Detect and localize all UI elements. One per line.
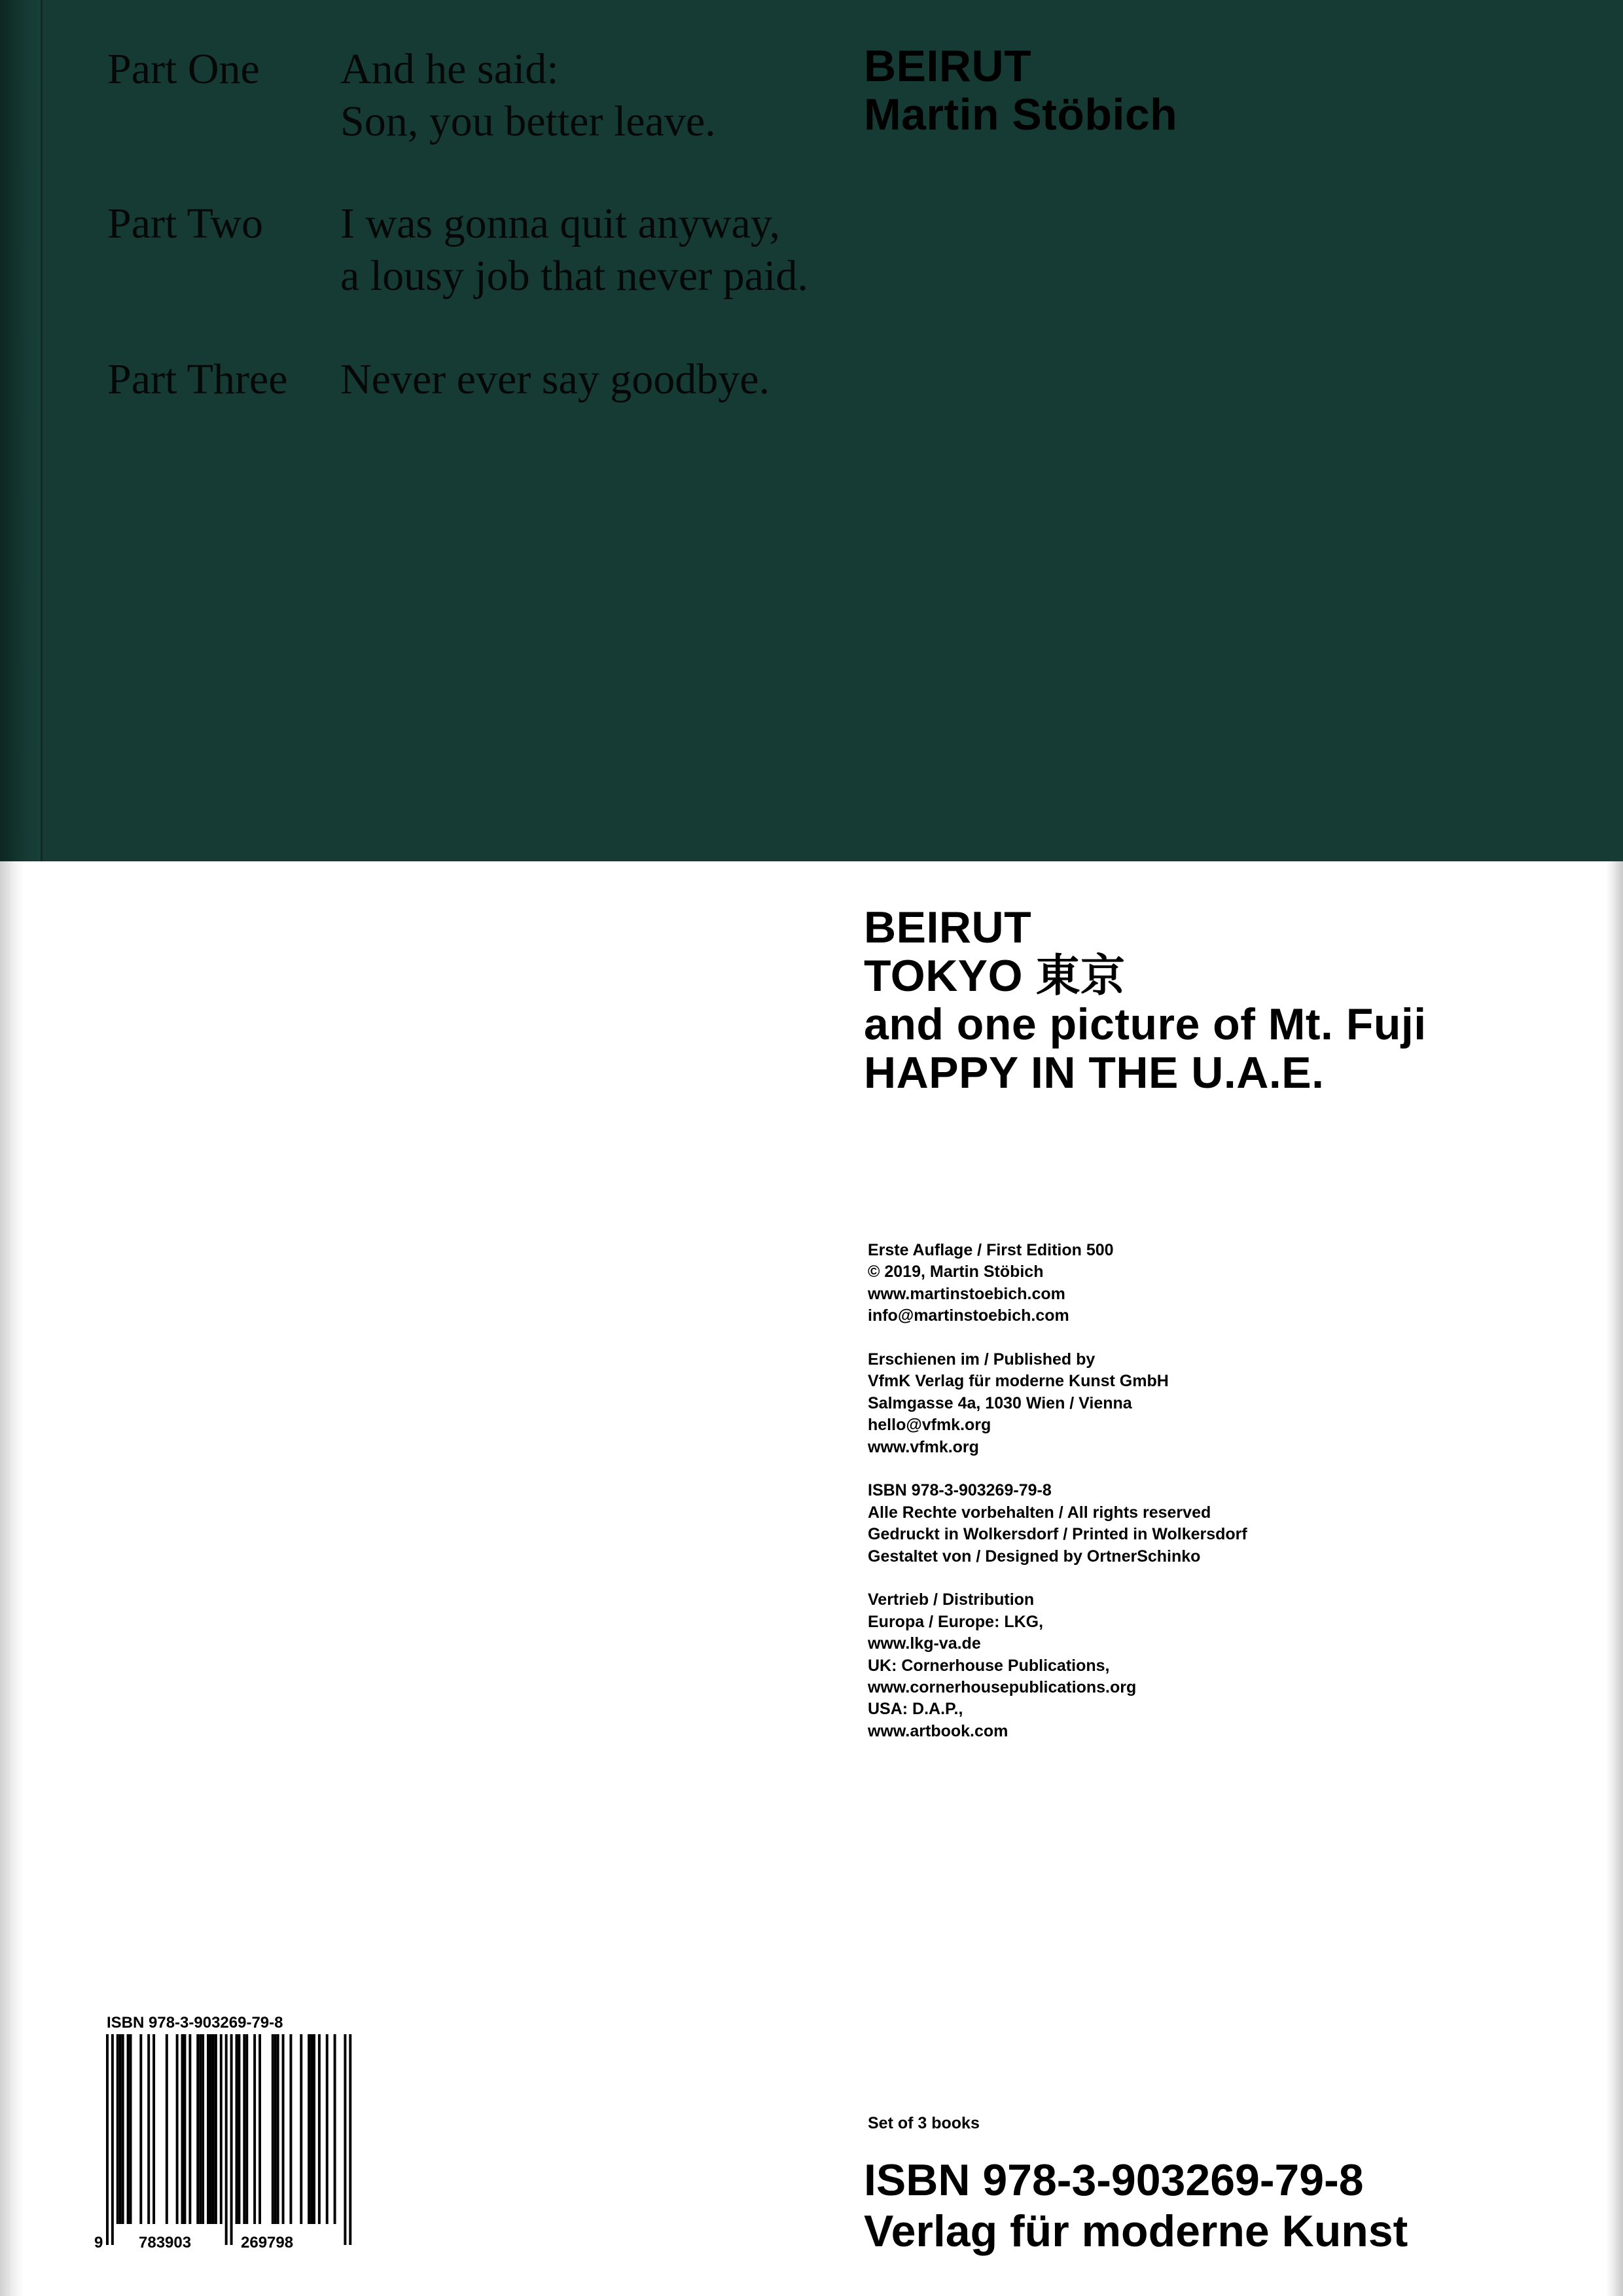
barcode-bar: [220, 2034, 223, 2224]
colophon-line: hello@vfmk.org: [868, 1416, 991, 1435]
barcode: [92, 2034, 366, 2250]
barcode-bar: [236, 2034, 238, 2224]
colophon-line: Erschienen im / Published by: [868, 1350, 1096, 1369]
spine-crease: [41, 0, 43, 861]
colophon-line: UK: Cornerhouse Publications,: [868, 1656, 1110, 1675]
book-title-1: BEIRUT: [864, 903, 1032, 952]
barcode-bar: [349, 2034, 351, 2245]
barcode-bar: [259, 2034, 261, 2224]
barcode-bar: [202, 2034, 204, 2224]
barcode-bar: [106, 2034, 109, 2245]
barcode-bar: [127, 2034, 130, 2224]
barcode-bar: [334, 2034, 336, 2224]
part-two-line-2: a lousy job that never paid.: [340, 252, 808, 300]
part-one-line-1: And he said:: [340, 45, 559, 93]
barcode-bar: [300, 2034, 302, 2224]
barcode-bar: [230, 2034, 233, 2245]
colophon-line: www.lkg-va.de: [868, 1634, 981, 1653]
green-cover-panel: [0, 0, 1623, 861]
footer-block: [864, 2155, 1408, 2257]
colophon-line: USA: D.A.P.,: [868, 1700, 963, 1719]
barcode-bar: [181, 2034, 184, 2224]
colophon-line: www.martinstoebich.com: [868, 1284, 1065, 1303]
barcode-bar: [326, 2034, 329, 2224]
barcode-bar: [184, 2034, 187, 2224]
colophon-line: Alle Rechte vorbehalten / All rights reserved: [868, 1503, 1211, 1522]
barcode-bar: [152, 2034, 155, 2224]
spine-shadow: [0, 0, 42, 861]
footer-isbn: ISBN 978-3-903269-79-8: [864, 2155, 1364, 2205]
barcode-bar: [188, 2034, 191, 2224]
barcode-bar: [212, 2034, 215, 2224]
part-one-line-2: Son, you better leave.: [340, 98, 716, 145]
barcode-bar: [166, 2034, 168, 2224]
barcode-bar: [207, 2034, 209, 2224]
barcode-bar: [238, 2034, 240, 2224]
part-three-line-1: Never ever say goodbye.: [340, 355, 770, 403]
page-edge-right: [1606, 861, 1623, 2296]
part-three-label: Part Three: [107, 355, 288, 403]
part-three-text: [340, 353, 770, 406]
barcode-bar: [111, 2034, 114, 2245]
colophon-line: © 2019, Martin Stöbich: [868, 1263, 1044, 1282]
cover-title: BEIRUT: [864, 41, 1032, 91]
set-label: Set of 3 books: [868, 2114, 980, 2132]
footer-publisher: Verlag für moderne Kunst: [864, 2206, 1408, 2256]
barcode-bar: [313, 2034, 315, 2224]
book-title-2: TOKYO 東京: [864, 951, 1126, 1001]
barcode-isbn-label: ISBN 978-3-903269-79-8: [107, 2014, 283, 2032]
book-title-4: HAPPY IN THE U.A.E.: [864, 1048, 1325, 1098]
book-title-3: and one picture of Mt. Fuji: [864, 999, 1427, 1049]
barcode-bar: [282, 2034, 285, 2224]
barcode-bar: [209, 2034, 212, 2224]
barcode-digit-first: 9: [94, 2234, 103, 2250]
colophon-publisher: [868, 1349, 1457, 1458]
barcode-bar: [119, 2034, 122, 2224]
part-two-label: Part Two: [107, 200, 263, 247]
book-list: [864, 903, 1427, 1097]
barcode-bar: [147, 2034, 150, 2224]
colophon-line: www.vfmk.org: [868, 1437, 979, 1456]
barcode-bar: [344, 2034, 346, 2245]
barcode-bar: [272, 2034, 274, 2224]
part-two-text: [340, 198, 808, 302]
colophon-rights: [868, 1480, 1457, 1568]
colophon-line: www.artbook.com: [868, 1721, 1008, 1740]
barcode-bar: [176, 2034, 179, 2224]
barcode-bar: [122, 2034, 124, 2224]
barcode-bar: [130, 2034, 132, 2224]
colophon-line: info@martinstoebich.com: [868, 1306, 1069, 1325]
colophon: [868, 1240, 1457, 1742]
cover-title-block: [864, 42, 1177, 139]
colophon-edition: [868, 1240, 1457, 1327]
barcode-digits-right: 269798: [241, 2234, 294, 2250]
barcode-bar: [139, 2034, 142, 2224]
colophon-line: Erste Auflage / First Edition 500: [868, 1241, 1114, 1259]
barcode-bar: [215, 2034, 217, 2224]
barcode-bar: [318, 2034, 321, 2224]
barcode-bar: [196, 2034, 199, 2224]
barcode-bar: [277, 2034, 279, 2224]
colophon-distribution: [868, 1589, 1457, 1742]
colophon-line: www.cornerhousepublications.org: [868, 1678, 1137, 1697]
barcode-bar: [199, 2034, 202, 2224]
page-edge-left: [0, 861, 24, 2296]
colophon-line: Gedruckt in Wolkersdorf / Printed in Wolkersdorf: [868, 1525, 1247, 1544]
colophon-line: Salmgasse 4a, 1030 Wien / Vienna: [868, 1393, 1132, 1412]
colophon-line: ISBN 978-3-903269-79-8: [868, 1481, 1052, 1500]
barcode-bar: [274, 2034, 277, 2224]
barcode-bar: [253, 2034, 256, 2224]
barcode-bar: [245, 2034, 248, 2224]
barcode-bar: [225, 2034, 228, 2245]
part-two-line-1: I was gonna quit anyway,: [340, 200, 781, 247]
barcode-bar: [289, 2034, 292, 2224]
barcode-bar: [308, 2034, 310, 2224]
barcode-bar: [116, 2034, 119, 2224]
colophon-line: Gestaltet von / Designed by OrtnerSchinko: [868, 1547, 1201, 1566]
part-one-text: [340, 43, 716, 148]
colophon-line: Vertrieb / Distribution: [868, 1590, 1035, 1609]
cover-author: Martin Stöbich: [864, 90, 1178, 139]
colophon-line: VfmK Verlag für moderne Kunst GmbH: [868, 1372, 1169, 1391]
barcode-bar: [310, 2034, 313, 2224]
barcode-digits-left: 783903: [139, 2234, 192, 2250]
part-one-label: Part One: [107, 45, 260, 93]
colophon-line: Europa / Europe: LKG,: [868, 1612, 1044, 1631]
barcode-bar: [243, 2034, 245, 2224]
